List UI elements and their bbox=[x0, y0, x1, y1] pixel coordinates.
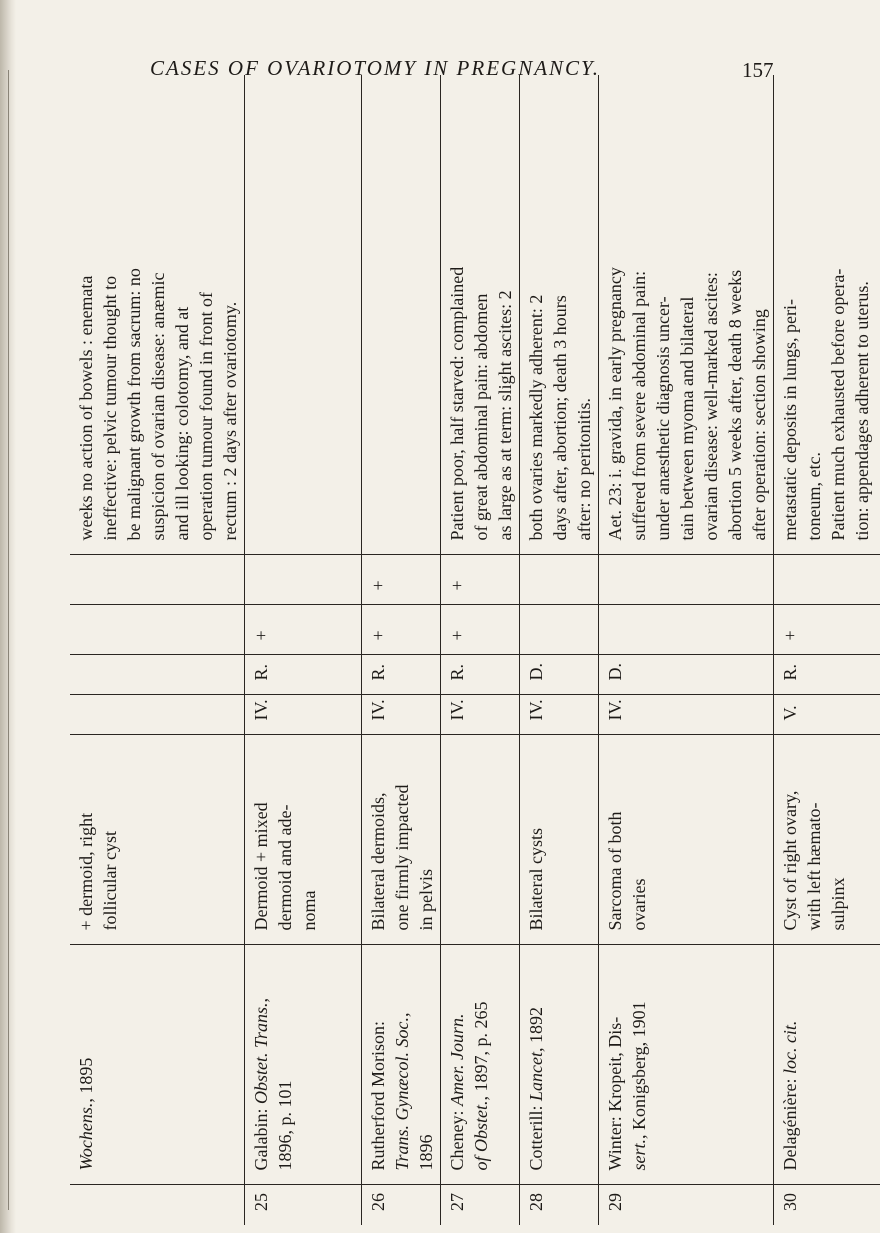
running-head: CASES OF OVARIOTOMY IN PREGNANCY. bbox=[150, 56, 601, 80]
case-number: 27 bbox=[447, 1193, 467, 1211]
remarks-line: rectum : 2 days after ovariotomy. bbox=[220, 301, 240, 541]
mother-result-cell: + bbox=[441, 605, 520, 655]
case-number bbox=[70, 1185, 245, 1225]
child-result-cell: + bbox=[441, 555, 520, 605]
remarks-line: be malignant growth from sacrum: no bbox=[124, 268, 144, 541]
cases-table bbox=[70, 75, 880, 1225]
result-cell: D. bbox=[599, 655, 774, 695]
remarks-line: suffered from severe abdominal pain: bbox=[629, 270, 649, 541]
result-cell: R. bbox=[774, 655, 880, 695]
tumour-line: noma bbox=[299, 890, 319, 931]
case-number: 29 bbox=[605, 1193, 625, 1211]
reference-line: of Obstet., 1897, p. 265 bbox=[471, 1001, 491, 1171]
mother-result-cell bbox=[599, 605, 774, 655]
remarks-line: both ovaries markedly adherent: 2 bbox=[526, 294, 546, 541]
table-row bbox=[520, 75, 599, 1225]
reference-line: 1896, p. 101 bbox=[275, 1080, 295, 1171]
table-row bbox=[599, 75, 774, 1225]
reference-line: Trans. Gynæcol. Soc., bbox=[392, 1012, 412, 1171]
tumour-line: + dermoid, right bbox=[76, 812, 96, 931]
case-number: 28 bbox=[526, 1193, 546, 1211]
tumour-line: Cyst of right ovary, bbox=[780, 790, 800, 931]
result-cell: R. bbox=[441, 655, 520, 695]
tumour-line: Sarcoma of both bbox=[605, 811, 625, 931]
remarks-line: abortion 5 weeks after, death 8 weeks bbox=[725, 269, 745, 541]
table-row bbox=[774, 75, 880, 1225]
case-number: 25 bbox=[251, 1193, 271, 1211]
tumour-cell bbox=[362, 735, 441, 945]
remarks-cell bbox=[599, 75, 774, 555]
tumour-line: sulpinx bbox=[828, 877, 848, 931]
reference-line: Cheney: Amer. Journ. bbox=[447, 1013, 467, 1171]
tumour-line: Bilateral dermoids, bbox=[368, 792, 388, 931]
mother-result-cell bbox=[520, 605, 599, 655]
reference-cell bbox=[774, 945, 880, 1185]
table-row bbox=[70, 75, 245, 1225]
reference-cell bbox=[441, 945, 520, 1185]
remarks-line: metastatic deposits in lungs, peri- bbox=[780, 299, 800, 541]
reference-line: Winter: Kropeit, Dis- bbox=[605, 1016, 625, 1171]
month-cell: IV. bbox=[599, 695, 774, 735]
reference-line: sert., Konigsberg, 1901 bbox=[629, 1001, 649, 1171]
remarks-line: as large as at term: slight ascites: 2 bbox=[495, 290, 515, 541]
reference-line: 1896 bbox=[416, 1134, 436, 1171]
child-result-cell bbox=[599, 555, 774, 605]
tumour-cell bbox=[774, 735, 880, 945]
month-cell: IV. bbox=[245, 695, 362, 735]
remarks-line: after operation: section showing bbox=[749, 309, 769, 541]
reference-cell bbox=[245, 945, 362, 1185]
child-result-cell bbox=[70, 555, 245, 605]
reference-cell bbox=[70, 945, 245, 1185]
result-cell: R. bbox=[245, 655, 362, 695]
remarks-cell bbox=[70, 75, 245, 555]
remarks-cell bbox=[362, 75, 441, 555]
mother-result-cell bbox=[70, 605, 245, 655]
tumour-line: in pelvis bbox=[416, 869, 436, 931]
month-cell: IV. bbox=[520, 695, 599, 735]
reference-line: Galabin: Obstet. Trans., bbox=[251, 997, 271, 1171]
remarks-cell bbox=[774, 75, 880, 555]
remarks-line: and ill looking: colotomy, and at bbox=[172, 306, 192, 541]
tumour-line: Dermoid + mixed bbox=[251, 802, 271, 931]
reference-cell bbox=[362, 945, 441, 1185]
tumour-line: follicular cyst bbox=[100, 831, 120, 931]
remarks-line: ineffective: pelvic tumour thought to bbox=[100, 275, 120, 541]
table-row bbox=[362, 75, 441, 1225]
remarks-line: tain between myoma and bilateral bbox=[677, 296, 697, 541]
mother-result-cell: + bbox=[245, 605, 362, 655]
result-cell: D. bbox=[520, 655, 599, 695]
child-result-cell bbox=[245, 555, 362, 605]
tumour-cell bbox=[245, 735, 362, 945]
remarks-cell bbox=[441, 75, 520, 555]
result-cell: R. bbox=[362, 655, 441, 695]
child-result-cell: + bbox=[362, 555, 441, 605]
month-cell: IV. bbox=[362, 695, 441, 735]
remarks-line: of great abdominal pain: abdomen bbox=[471, 293, 491, 541]
reference-line: Wochens., 1895 bbox=[76, 1057, 96, 1171]
child-result-cell bbox=[774, 555, 880, 605]
tumour-line: one firmly impacted bbox=[392, 784, 412, 931]
gutter-rule bbox=[8, 70, 9, 1210]
remarks-line: operation tumour found in front of bbox=[196, 292, 216, 541]
reference-line: Cotterill: Lancet, 1892 bbox=[526, 1007, 546, 1171]
remarks-line: Aet. 23: i. gravida, in early pregnancy bbox=[605, 267, 625, 541]
tumour-line: ovaries bbox=[629, 878, 649, 931]
remarks-cell bbox=[520, 75, 599, 555]
remarks-cell bbox=[245, 75, 362, 555]
cases-table-rotated bbox=[70, 75, 872, 1225]
remarks-line: under anæsthetic diagnosis uncer- bbox=[653, 296, 673, 541]
tumour-line: dermoid and ade- bbox=[275, 804, 295, 931]
reference-cell bbox=[599, 945, 774, 1185]
table-row bbox=[441, 75, 520, 1225]
tumour-cell bbox=[70, 735, 245, 945]
reference-line: Delagénière: loc. cit. bbox=[780, 1020, 800, 1171]
case-number: 26 bbox=[368, 1193, 388, 1211]
table-row bbox=[245, 75, 362, 1225]
remarks-line: toneum, etc. bbox=[804, 452, 824, 541]
month-cell: IV. bbox=[441, 695, 520, 735]
tumour-cell bbox=[520, 735, 599, 945]
mother-result-cell: + bbox=[774, 605, 880, 655]
reference-cell bbox=[520, 945, 599, 1185]
tumour-line: with left hæmato- bbox=[804, 802, 824, 931]
tumour-line: Bilateral cysts bbox=[526, 828, 546, 931]
remarks-line: weeks no action of bowels : enemata bbox=[76, 275, 96, 541]
month-cell: V. bbox=[774, 695, 880, 735]
tumour-cell bbox=[441, 735, 520, 945]
remarks-line: days after, abortion; death 3 hours bbox=[550, 295, 570, 541]
tumour-cell bbox=[599, 735, 774, 945]
remarks-line: tion: appendages adherent to uterus. bbox=[852, 281, 872, 541]
reference-line: Rutherford Morison: bbox=[368, 1021, 388, 1171]
month-cell bbox=[70, 695, 245, 735]
case-number: 30 bbox=[780, 1193, 800, 1211]
remarks-line: Patient much exhausted before opera- bbox=[828, 268, 848, 541]
remarks-line: Patient poor, half starved: complained bbox=[447, 266, 467, 541]
result-cell bbox=[70, 655, 245, 695]
remarks-line: suspicion of ovarian disease: anæmic bbox=[148, 272, 168, 541]
page-number: 157 bbox=[742, 58, 774, 82]
child-result-cell bbox=[520, 555, 599, 605]
remarks-line: after: no peritonitis. bbox=[574, 398, 594, 541]
mother-result-cell: + bbox=[362, 605, 441, 655]
remarks-line: ovarian disease: well-marked ascites: bbox=[701, 272, 721, 541]
